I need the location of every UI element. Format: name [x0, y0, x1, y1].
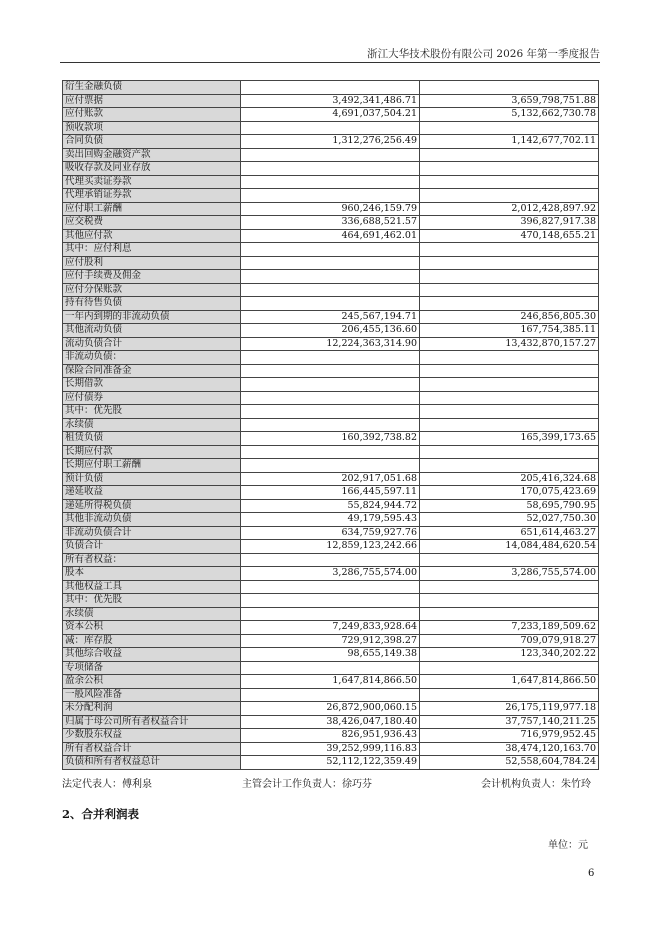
row-label: 长期应付款 [63, 445, 241, 459]
table-row [63, 94, 599, 108]
row-current-value [241, 688, 420, 702]
table-row [63, 702, 599, 716]
row-current-value: 55,824,944.72 [241, 499, 420, 513]
row-label: 资本公积 [63, 621, 241, 635]
table-row [63, 580, 599, 594]
row-prior-value: 58,695,790.95 [420, 499, 599, 513]
table-row [63, 297, 599, 311]
row-current-value: 26,872,900,060.15 [241, 702, 420, 716]
row-current-value [241, 580, 420, 594]
table-row [63, 648, 599, 662]
row-current-value: 245,567,194.71 [241, 310, 420, 324]
row-prior-value [420, 162, 599, 176]
table-row [63, 756, 599, 770]
row-prior-value: 5,132,662,730.78 [420, 108, 599, 122]
row-prior-value: 37,757,140,211.25 [420, 715, 599, 729]
unit-label: 单位：元 [548, 840, 588, 851]
row-prior-value: 1,647,814,866.50 [420, 675, 599, 689]
table-row [63, 351, 599, 365]
table-row [63, 661, 599, 675]
row-label: 递延收益 [63, 486, 241, 500]
row-prior-value: 246,856,805.30 [420, 310, 599, 324]
row-prior-value [420, 418, 599, 432]
row-prior-value [420, 81, 599, 95]
row-current-value [241, 189, 420, 203]
row-current-value: 4,691,037,504.21 [241, 108, 420, 122]
row-current-value: 7,249,833,928.64 [241, 621, 420, 635]
row-label: 所有者权益： [63, 553, 241, 567]
row-label: 其中：应付利息 [63, 243, 241, 257]
row-prior-value: 167,754,385.11 [420, 324, 599, 338]
row-label: 预计负债 [63, 472, 241, 486]
row-label: 递延所得税负债 [63, 499, 241, 513]
row-prior-value [420, 364, 599, 378]
row-prior-value [420, 175, 599, 189]
row-prior-value: 709,079,918.27 [420, 634, 599, 648]
row-prior-value [420, 351, 599, 365]
row-current-value: 49,179,595.43 [241, 513, 420, 527]
row-prior-value [420, 688, 599, 702]
table-row [63, 378, 599, 392]
row-prior-value: 170,075,423.69 [420, 486, 599, 500]
table-row [63, 540, 599, 554]
row-prior-value: 165,399,173.65 [420, 432, 599, 446]
row-label: 预收款项 [63, 121, 241, 135]
row-label: 未分配利润 [63, 702, 241, 716]
row-prior-value [420, 189, 599, 203]
row-prior-value [420, 661, 599, 675]
table-row [63, 513, 599, 527]
row-current-value [241, 553, 420, 567]
table-row [63, 499, 599, 513]
row-label: 应付账款 [63, 108, 241, 122]
table-row [63, 432, 599, 446]
table-row [63, 175, 599, 189]
legal-representative: 法定代表人：傅利泉 [62, 779, 152, 790]
row-prior-value [420, 378, 599, 392]
row-label: 减：库存股 [63, 634, 241, 648]
balance-sheet-body [63, 81, 599, 770]
row-current-value: 12,859,123,242.66 [241, 540, 420, 554]
row-current-value: 12,224,363,314.90 [241, 337, 420, 351]
row-prior-value [420, 283, 599, 297]
row-current-value [241, 283, 420, 297]
row-current-value [241, 148, 420, 162]
row-prior-value: 470,148,655.21 [420, 229, 599, 243]
row-current-value [241, 270, 420, 284]
accounting-head: 主管会计工作负责人：徐巧芬 [242, 779, 372, 790]
row-label: 其他综合收益 [63, 648, 241, 662]
row-label: 应付手续费及佣金 [63, 270, 241, 284]
row-current-value: 1,647,814,866.50 [241, 675, 420, 689]
row-label: 卖出回购金融资产款 [63, 148, 241, 162]
table-row [63, 310, 599, 324]
row-current-value [241, 162, 420, 176]
table-row [63, 729, 599, 743]
table-row [63, 459, 599, 473]
row-prior-value: 651,614,463.27 [420, 526, 599, 540]
row-label: 非流动负债： [63, 351, 241, 365]
row-prior-value: 3,286,755,574.00 [420, 567, 599, 581]
table-row [63, 324, 599, 338]
row-prior-value [420, 270, 599, 284]
header-divider [60, 62, 600, 63]
row-prior-value: 26,175,119,977.18 [420, 702, 599, 716]
row-prior-value [420, 121, 599, 135]
row-prior-value [420, 459, 599, 473]
row-prior-value: 14,084,484,620.54 [420, 540, 599, 554]
table-row [63, 337, 599, 351]
table-row [63, 364, 599, 378]
row-label: 应付票据 [63, 94, 241, 108]
table-row [63, 472, 599, 486]
row-label: 合同负债 [63, 135, 241, 149]
row-current-value: 336,688,521.57 [241, 216, 420, 230]
row-label: 其他权益工具 [63, 580, 241, 594]
row-current-value: 38,426,047,180.40 [241, 715, 420, 729]
row-label: 其他流动负债 [63, 324, 241, 338]
row-current-value [241, 661, 420, 675]
row-label: 应付分保账款 [63, 283, 241, 297]
row-current-value: 3,492,341,486.71 [241, 94, 420, 108]
table-row [63, 189, 599, 203]
row-current-value [241, 364, 420, 378]
table-row [63, 121, 599, 135]
table-row [63, 405, 599, 419]
row-label: 吸收存款及同业存放 [63, 162, 241, 176]
row-label: 长期借款 [63, 378, 241, 392]
row-current-value [241, 175, 420, 189]
table-row [63, 634, 599, 648]
table-row [63, 135, 599, 149]
row-label: 应付股利 [63, 256, 241, 270]
row-prior-value: 1,142,677,702.11 [420, 135, 599, 149]
row-prior-value [420, 391, 599, 405]
table-row [63, 553, 599, 567]
row-label: 永续债 [63, 418, 241, 432]
table-row [63, 81, 599, 95]
table-row [63, 594, 599, 608]
table-row [63, 270, 599, 284]
row-current-value [241, 378, 420, 392]
row-label: 代理承销证券款 [63, 189, 241, 203]
table-row [63, 391, 599, 405]
row-current-value [241, 405, 420, 419]
row-label: 负债和所有者权益总计 [63, 756, 241, 770]
row-current-value: 202,917,051.68 [241, 472, 420, 486]
row-prior-value: 3,659,798,751.88 [420, 94, 599, 108]
row-label: 其他非流动负债 [63, 513, 241, 527]
row-current-value [241, 594, 420, 608]
table-row [63, 567, 599, 581]
row-label: 长期应付职工薪酬 [63, 459, 241, 473]
row-label: 保险合同准备金 [63, 364, 241, 378]
table-row [63, 162, 599, 176]
row-current-value [241, 351, 420, 365]
row-current-value: 3,286,755,574.00 [241, 567, 420, 581]
row-current-value [241, 445, 420, 459]
table-row [63, 715, 599, 729]
table-row [63, 526, 599, 540]
row-label: 应交税费 [63, 216, 241, 230]
row-current-value: 98,655,149.38 [241, 648, 420, 662]
row-prior-value [420, 297, 599, 311]
row-prior-value [420, 405, 599, 419]
row-current-value [241, 243, 420, 257]
page-number: 6 [588, 868, 595, 879]
row-prior-value: 716,979,952.45 [420, 729, 599, 743]
balance-sheet-table [62, 80, 599, 770]
row-current-value [241, 81, 420, 95]
row-label: 永续债 [63, 607, 241, 621]
row-prior-value [420, 243, 599, 257]
signature-line [62, 775, 598, 789]
row-label: 一年内到期的非流动负债 [63, 310, 241, 324]
row-label: 其中：优先股 [63, 594, 241, 608]
row-label: 应付债券 [63, 391, 241, 405]
row-label: 持有待售负债 [63, 297, 241, 311]
report-header-title: 浙江大华技术股份有限公司 2026 年第一季度报告 [367, 48, 600, 60]
row-prior-value: 52,558,604,784.24 [420, 756, 599, 770]
row-prior-value [420, 580, 599, 594]
row-prior-value: 13,432,870,157.27 [420, 337, 599, 351]
row-prior-value: 7,233,189,509.62 [420, 621, 599, 635]
row-prior-value: 123,340,202.22 [420, 648, 599, 662]
row-label: 应付职工薪酬 [63, 202, 241, 216]
row-label: 衍生金融负债 [63, 81, 241, 95]
row-current-value: 39,252,999,116.83 [241, 742, 420, 756]
row-current-value: 206,455,136.60 [241, 324, 420, 338]
table-row [63, 148, 599, 162]
table-row [63, 216, 599, 230]
row-current-value [241, 256, 420, 270]
row-current-value: 166,445,597.11 [241, 486, 420, 500]
row-prior-value: 2,012,428,897.92 [420, 202, 599, 216]
row-prior-value [420, 148, 599, 162]
row-current-value: 464,691,462.01 [241, 229, 420, 243]
row-current-value: 1,312,276,256.49 [241, 135, 420, 149]
row-label: 少数股东权益 [63, 729, 241, 743]
table-row [63, 108, 599, 122]
row-current-value [241, 391, 420, 405]
row-label: 归属于母公司所有者权益合计 [63, 715, 241, 729]
accounting-dept-head: 会计机构负责人：朱竹玲 [481, 779, 591, 790]
row-prior-value: 52,027,750.30 [420, 513, 599, 527]
table-row [63, 243, 599, 257]
section-title: 2、合并利润表 [62, 807, 140, 821]
table-row [63, 675, 599, 689]
row-prior-value: 396,827,917.38 [420, 216, 599, 230]
table-row [63, 607, 599, 621]
row-label: 非流动负债合计 [63, 526, 241, 540]
row-current-value: 960,246,159.79 [241, 202, 420, 216]
row-label: 一般风险准备 [63, 688, 241, 702]
table-row [63, 418, 599, 432]
row-label: 代理买卖证券款 [63, 175, 241, 189]
row-label: 所有者权益合计 [63, 742, 241, 756]
row-prior-value: 38,474,120,163.70 [420, 742, 599, 756]
row-prior-value [420, 553, 599, 567]
row-current-value [241, 297, 420, 311]
row-label: 股本 [63, 567, 241, 581]
table-row [63, 688, 599, 702]
row-current-value [241, 607, 420, 621]
row-current-value: 634,759,927.76 [241, 526, 420, 540]
row-label: 盈余公积 [63, 675, 241, 689]
row-prior-value: 205,416,324.68 [420, 472, 599, 486]
row-current-value [241, 418, 420, 432]
row-prior-value [420, 594, 599, 608]
table-row [63, 202, 599, 216]
table-row [63, 742, 599, 756]
table-row [63, 445, 599, 459]
row-label: 流动负债合计 [63, 337, 241, 351]
row-label: 租赁负债 [63, 432, 241, 446]
row-label: 其他应付款 [63, 229, 241, 243]
row-current-value [241, 459, 420, 473]
row-current-value: 729,912,398.27 [241, 634, 420, 648]
row-current-value [241, 121, 420, 135]
row-label: 负债合计 [63, 540, 241, 554]
table-row [63, 486, 599, 500]
row-current-value: 826,951,936.43 [241, 729, 420, 743]
table-row [63, 283, 599, 297]
row-prior-value [420, 607, 599, 621]
row-prior-value [420, 445, 599, 459]
row-label: 其中：优先股 [63, 405, 241, 419]
row-current-value: 160,392,738.82 [241, 432, 420, 446]
table-row [63, 256, 599, 270]
row-current-value: 52,112,122,359.49 [241, 756, 420, 770]
row-prior-value [420, 256, 599, 270]
table-row [63, 621, 599, 635]
row-label: 专项储备 [63, 661, 241, 675]
table-row [63, 229, 599, 243]
